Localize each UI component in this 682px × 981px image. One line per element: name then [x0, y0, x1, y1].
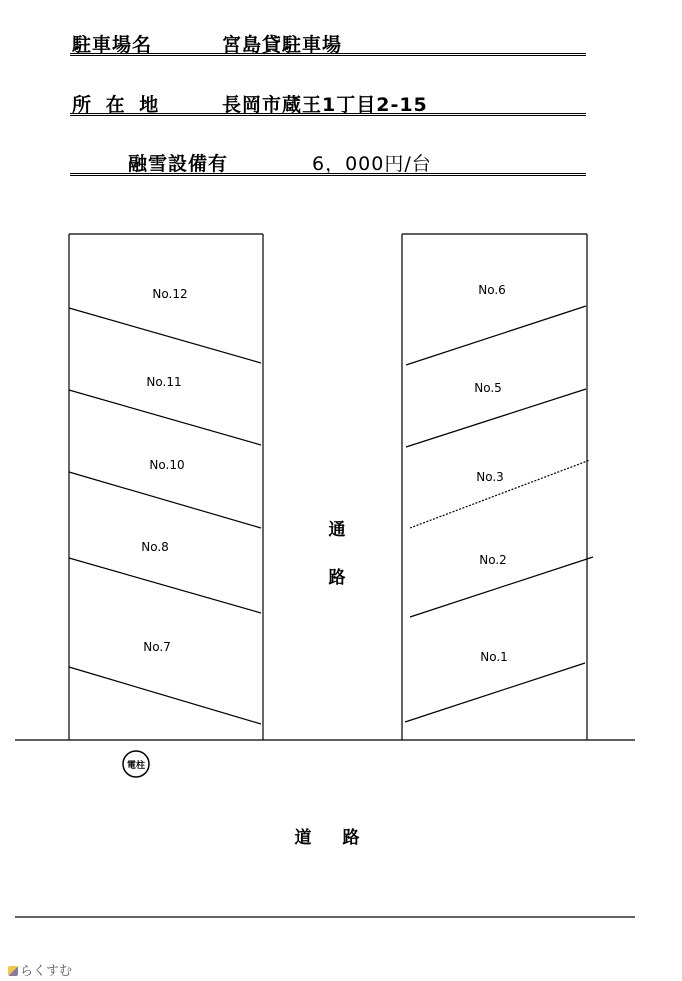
space-label-left: No.12 [152, 287, 188, 301]
space-divider [69, 308, 261, 363]
space-label-right: No.2 [479, 553, 507, 567]
space-label-left: No.7 [143, 640, 171, 654]
parking-name-value: 宮島貸駐車場 [222, 34, 343, 56]
road-label-char: 道 [294, 828, 312, 848]
space-label-right: No.1 [480, 650, 508, 664]
aisle-label-char: 通 [328, 520, 346, 540]
space-divider [406, 306, 586, 365]
location-value: 長岡市蔵王1丁目2-15 [222, 94, 428, 116]
price-value: 6，000円/台 [312, 153, 432, 175]
space-label-right: No.6 [478, 283, 506, 297]
location-label: 所 在 地 [72, 94, 163, 116]
aisle-label-char: 路 [328, 568, 346, 588]
snow-melting-label: 融雪設備有 [128, 153, 229, 175]
parking-name-label: 駐車場名 [72, 34, 153, 56]
space-divider [69, 558, 261, 613]
space-label-right: No.3 [476, 470, 504, 484]
space-label-left: No.10 [149, 458, 185, 472]
space-label-left: No.11 [146, 375, 182, 389]
road-label-char: 路 [342, 828, 360, 848]
space-label-left: No.8 [141, 540, 169, 554]
space-label-right: No.5 [474, 381, 502, 395]
space-divider [406, 389, 586, 447]
brand-logo-text: らくすむ [20, 964, 73, 979]
space-divider [69, 667, 261, 724]
space-divider [69, 472, 261, 528]
brand-logo-icon [8, 966, 18, 976]
brand-logo [8, 960, 72, 979]
space-divider [69, 390, 261, 445]
utility-pole-label: 電柱 [126, 761, 146, 771]
space-divider [405, 663, 585, 722]
